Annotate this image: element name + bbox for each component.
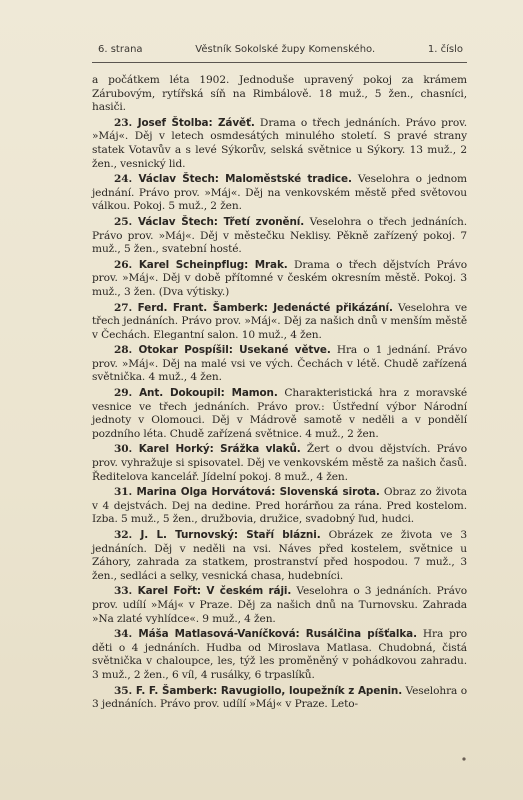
entry-title: F. F. Šamberk: Ravugiollo, loupežník z Apenin. [135,684,403,697]
entry-number: 31. [114,486,137,499]
page-body [92,74,467,714]
catalogue-entry [92,302,467,343]
entry-number: 34. [114,628,139,641]
entry-description: Veselohra o třech jednáních. Právo prov. »Máj«. Děj v městečku Neklisy. Pěkně zařízený pokoj. 7 muž., 5 žen., svatební hosté. [92,215,467,256]
entry-number: 30. [114,443,139,456]
catalogue-entry [92,628,467,682]
catalogue-entry [92,486,467,527]
entry-description: Veselohra ve třech jednáních. Právo prov. »Máj«. Děj za našich dnů v menším městě v Čechách. Elegantní salon. 10 muž., 4 žen. [92,301,468,341]
journal-title: Věstník Sokolské župy Komenského. [195,44,376,55]
catalogue-entry [92,685,467,712]
entry-number: 27. [114,301,138,314]
entry-title: Otokar Pospíšil: Usekané větve. [138,344,331,357]
entry-description: Charakteristická hra z moravské vesnice ve třech jednáních. Právo prov.: Ústřední výbor Národní jednoty v Olomouci. Děj v Mádrově samotě v neděli a v pondělí pozdního léta. Chudě zařízená světnice. 4 muž., 2 žen. [92,387,467,440]
catalogue-entry [92,443,467,484]
entry-description: Obrázek ze života ve 3 jednáních. Děj v neděli na vsi. Náves před kostelem, světnice u Záhory, zahrada za statkem, prostranství před hospodou. 7 muž., 3 žen., sedláci a selky, vesnická chasa, hudebníci. [92,529,468,582]
catalogue-entry [92,344,467,385]
catalogue-entry [92,585,467,626]
entry-number: 32. [114,529,141,541]
catalogue-entry [92,173,467,214]
entry-description: Drama o třech dějstvích Právo prov. »Máj«. Děj v době přítomné v českém okresním městě. Pokoj. 3 muž., 3 žen. (Dva výtisky.) [92,258,468,298]
intro-paragraph: a počátkem léta 1902. Jednoduše upravený pokoj za krámem Zárubovým, rytířská síň na Rimbálově. 18 muž., 5 žen., chasníci, hasiči. [92,74,467,114]
entry-number: 25. [114,215,139,228]
entry-title: Ferd. Frant. Šamberk: Jedenácté přikázání. [137,301,393,314]
issue-number: 1. číslo [427,44,463,55]
entry-number: 33. [114,585,138,598]
entry-title: Josef Štolba: Závěť. [137,116,255,129]
entry-description: Hra pro děti o 4 jednáních. Hudba od Miroslava Matlasa. Chudobná, čistá světnička v chaloupce, les, týž les proměněný v pohádkovou zahradu. 3 muž., 2 žen., 6 víl, 4 rusálky, 6 trpaslíků. [92,628,467,681]
entry-title: Karel Horký: Srážka vlaků. [138,443,301,456]
entry-description: Žert o dvou dějstvích. Právo prov. vyhražuje si spisovatel. Děj ve venkovském městě za našich časů. Ředitelova kancelář. Jídelní pokoj. 8 muž., 4 žen. [92,443,467,483]
page-number: 6. strana [98,44,143,55]
header-rule [92,62,467,63]
ink-mark [461,756,467,762]
entry-title: Marina Olga Horvátová: Slovenská sirota. [136,486,380,499]
entry-description: Veselohra o jednom jednání. Právo prov. »Máj«. Děj na venkovském městě před světovou válkou. Pokoj. 5 muž., 2 žen. [92,173,467,213]
catalogue-entry [92,117,467,171]
entry-description: Drama o třech jednáních. Právo prov. »Máj«. Děj v letech osmdesátých minulého století. S pravé strany statek Votavův a s levé Sýkorův, selská světnice u Sýkory. 13 muž., 2 žen., vesnický lid. [92,116,468,170]
page-header [98,44,463,55]
entry-number: 24. [114,173,139,186]
entry-title: J. L. Turnovský: Staří blázni. [140,529,321,541]
entry-title: Máša Matlasová-Vaníčková: Rusálčina píšťalka. [138,628,417,641]
catalogue-entry [92,216,467,257]
entry-description: Veselohra o 3 jednáních. Právo prov. udílí »Máj« v Praze. Děj za našich dnů na Turnovsku. Zahrada »Na zlaté vyhlídce«. 9 muž., 4 žen. [92,585,468,625]
entry-title: Václav Štech: Maloměstské tradice. [138,173,352,186]
entry-list [92,117,467,712]
entry-number: 28. [114,344,139,357]
entry-description: Obraz zo života v 4 dejstvách. Dej na dedine. Pred horárňou za rána. Pred kostelom. Izba. 5 muž., 5 žen., družbovia, družice, svadobný ľud, hudci. [92,486,468,526]
entry-title: Ant. Dokoupil: Mamon. [139,387,278,400]
catalogue-entry [92,259,467,300]
catalogue-entry [92,529,467,583]
entry-description: Veselohra o 3 jednáních. Právo prov. udílí »Máj« v Praze. Leto- [92,684,467,711]
entry-description: Hra o 1 jednání. Právo prov. »Máj«. Děj na malé vsi ve vých. Čechách v létě. Chudě zařízená světnička. 4 muž., 4 žen. [92,344,468,384]
entry-title: Václav Štech: Třetí zvonění. [138,215,305,228]
entry-number: 29. [114,387,140,400]
entry-number: 35. [114,684,136,697]
catalogue-entry [92,387,467,441]
entry-title: Karel Scheinpflug: Mrak. [138,258,288,271]
entry-number: 26. [114,258,139,271]
entry-number: 23. [114,116,138,129]
entry-title: Karel Fořt: V českém ráji. [137,585,292,598]
